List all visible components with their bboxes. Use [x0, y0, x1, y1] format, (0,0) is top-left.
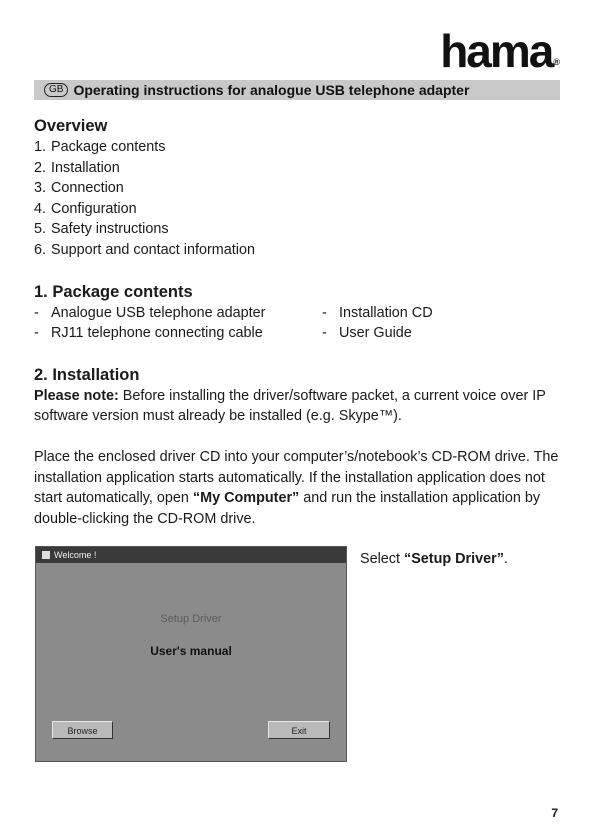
page-number: 7 [551, 806, 558, 820]
list-item: 1. Package contents [34, 139, 166, 155]
list-item: 2. Installation [34, 159, 120, 176]
list-item: 3. Connection [34, 180, 124, 197]
select-instruction: Select “Setup Driver”. [360, 551, 508, 567]
list-item: 6. Support and contact information [34, 241, 255, 258]
hama-logo: hama® [440, 25, 560, 77]
setup-driver-option[interactable]: Setup Driver [160, 613, 222, 625]
installation-paragraph: Place the enclosed driver CD into your computer’s/notebook’s CD-ROM drive. The installation application starts automatically. If the installation application does not start automatically, open “My Computer” and run the installation application by double-clicking the CD-ROM drive. [34, 448, 559, 527]
window-icon [42, 551, 50, 559]
overview-list [34, 137, 564, 261]
list-item: - Installation CD [322, 304, 433, 321]
document-title: Operating instructions for analogue USB telephone adapter [73, 82, 470, 98]
package-contents-list [34, 303, 564, 344]
dialog-title-bar: Welcome ! [36, 547, 346, 563]
package-contents-heading: 1. Package contents [34, 282, 193, 301]
setup-dialog-screenshot [35, 546, 347, 762]
list-item: 5. Safety instructions [34, 221, 169, 238]
list-item: - RJ11 telephone connecting cable [34, 325, 263, 342]
list-item: - User Guide [322, 325, 412, 342]
language-badge: GB [44, 83, 68, 97]
section-title-bar [34, 80, 560, 100]
document-body [34, 115, 564, 529]
installation-note: Please note: Before installing the driver/software packet, a current voice over IP software version must already be installed (e.g. Skype™). [34, 387, 546, 425]
installation-heading: 2. Installation [34, 365, 140, 384]
list-item: - Analogue USB telephone adapter [34, 304, 266, 321]
users-manual-option[interactable]: User's manual [150, 644, 232, 658]
overview-heading: Overview [34, 117, 108, 135]
exit-button[interactable]: Exit [268, 721, 330, 739]
list-item: 4. Configuration [34, 200, 137, 217]
browse-button[interactable]: Browse [52, 721, 113, 739]
